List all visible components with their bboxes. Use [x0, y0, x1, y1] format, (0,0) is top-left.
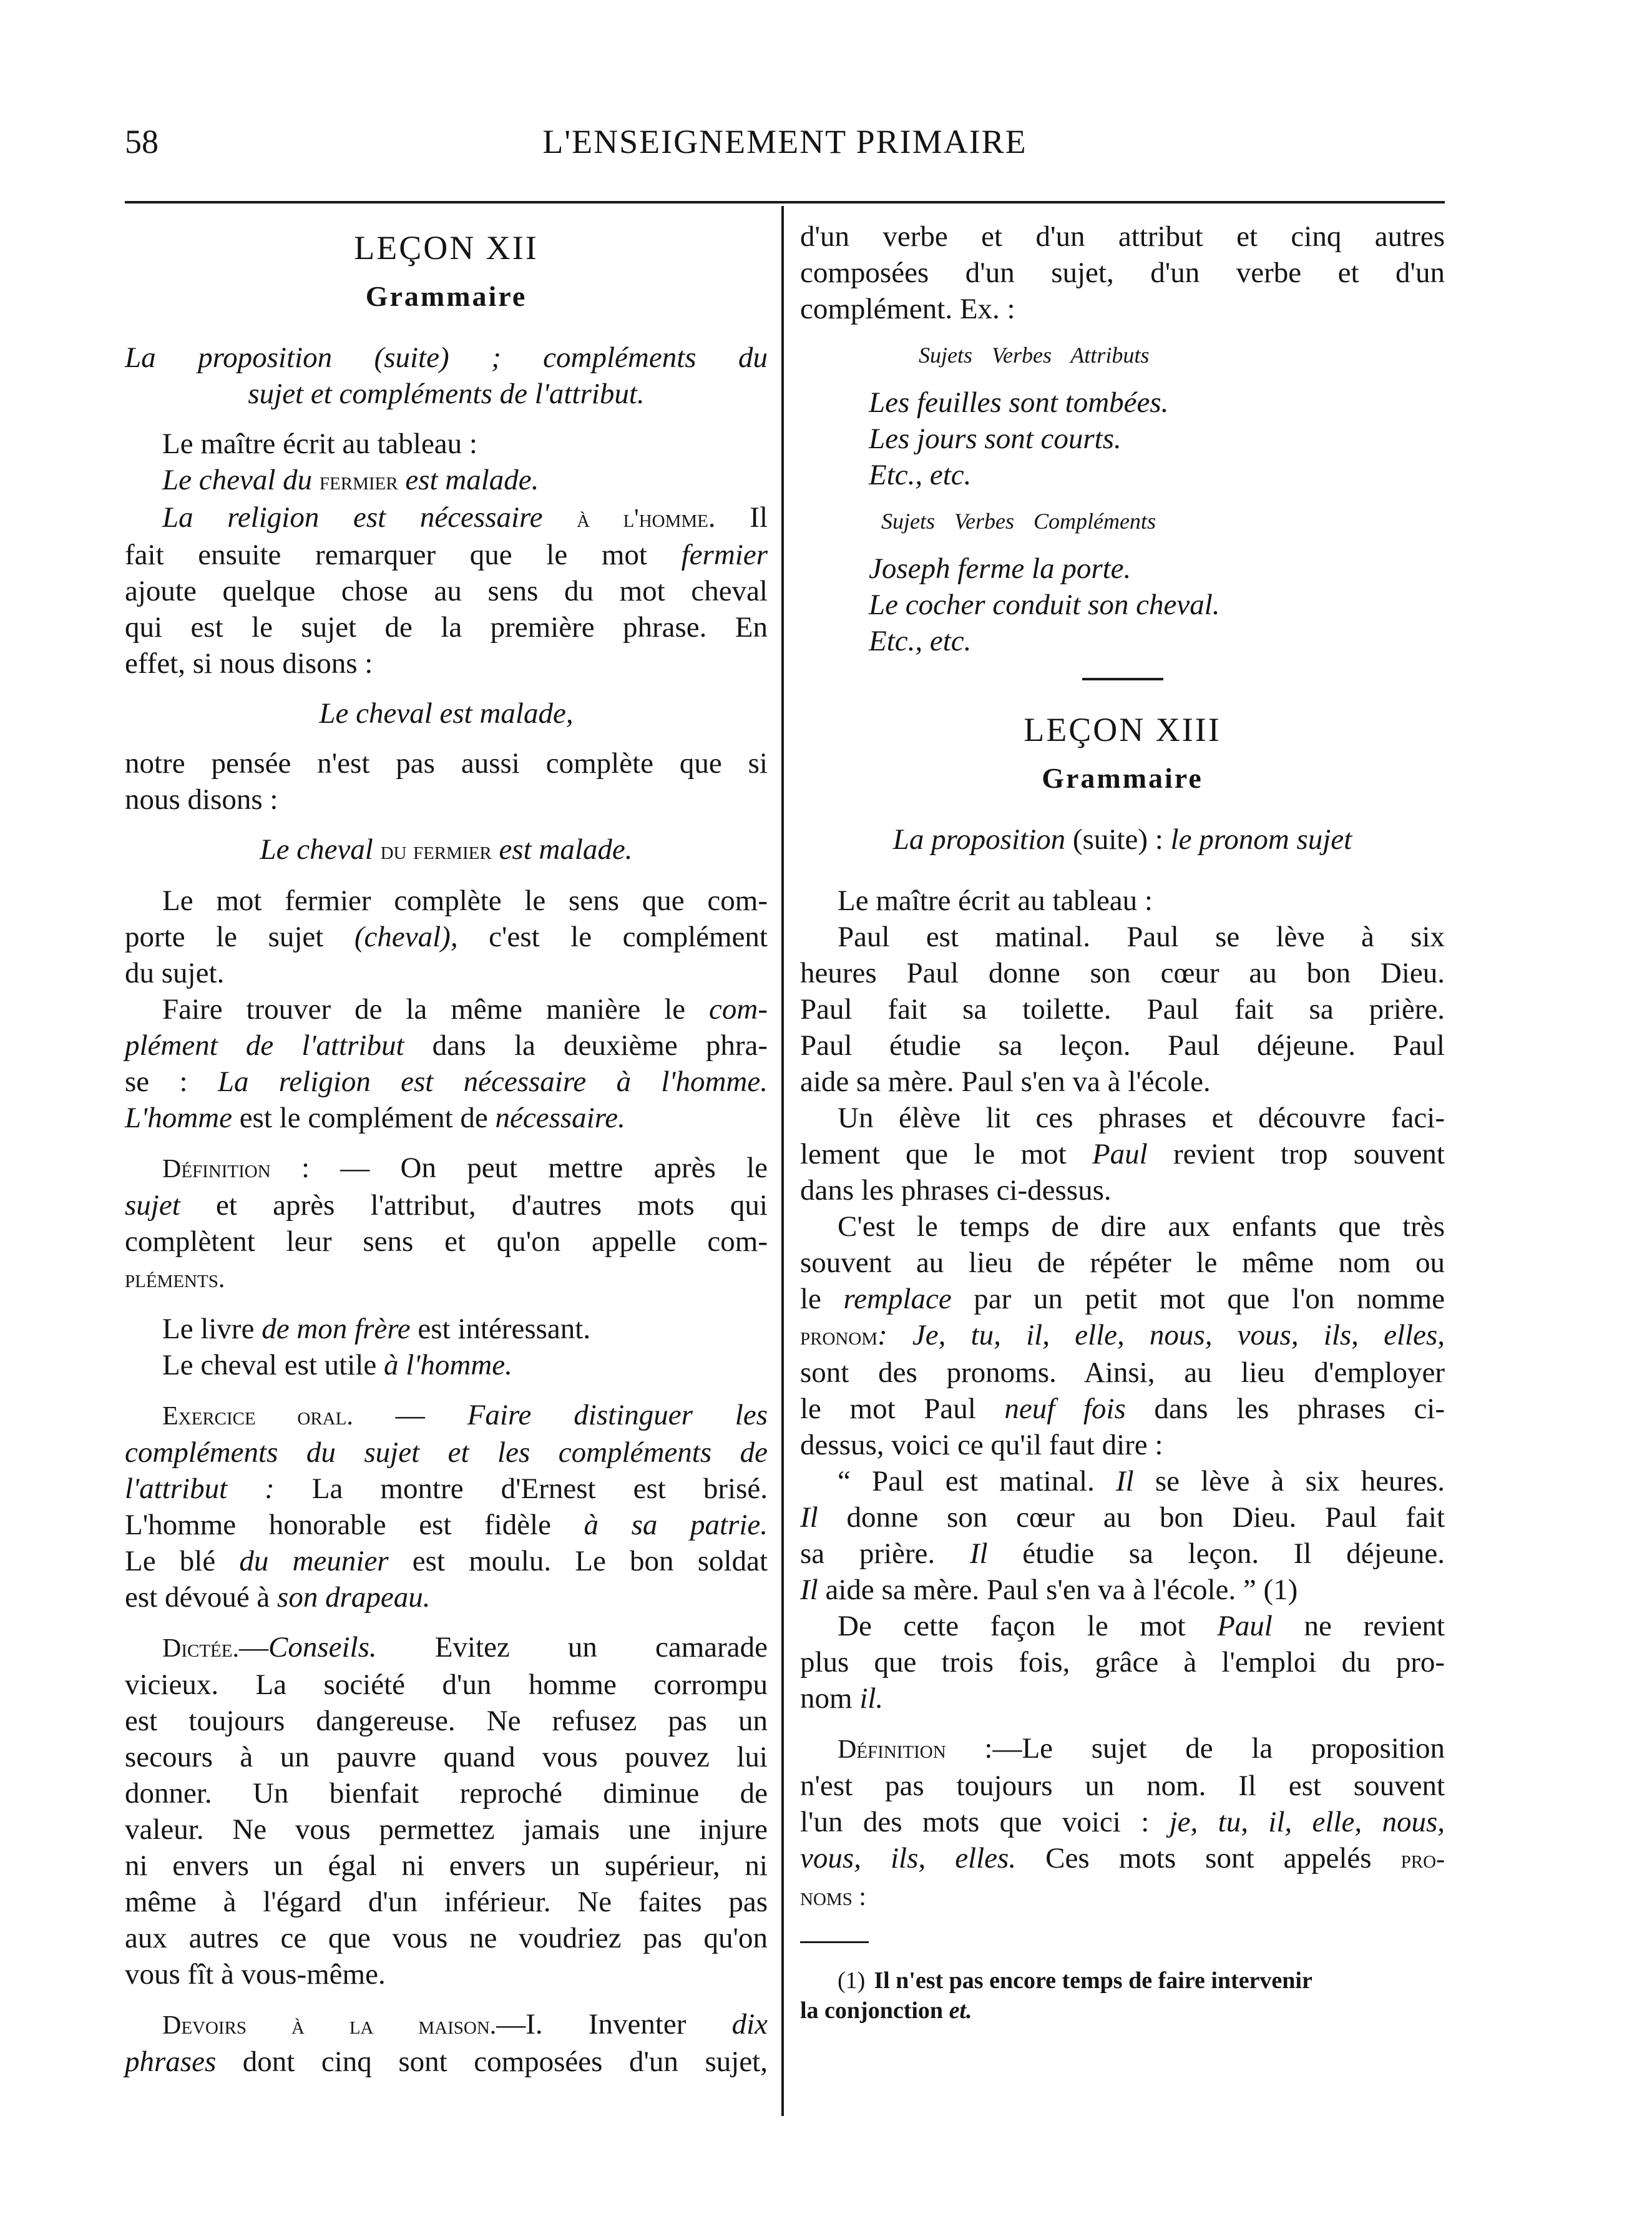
column-headings: Sujets Verbes Attributs [919, 343, 1150, 368]
text-line: fait ensuite remarquer que le mot fermier [125, 539, 768, 571]
text-line: nom il. [800, 1682, 884, 1715]
text-line: “ Paul est matinal. Il se lève à six heures. [838, 1465, 1445, 1497]
text-line: porte le sujet (cheval), c'est le complément [125, 921, 768, 953]
text-line: du sujet. [125, 957, 225, 989]
example-sentence: La religion est nécessaire à l'homme. Il [162, 501, 768, 534]
text-line: Exercice oral. — Faire distinguer les [162, 1399, 768, 1431]
text-line: noms : [800, 1883, 866, 1911]
text-line: Un élève lit ces phrases et découvre faci- [838, 1102, 1445, 1134]
intro-line: Le maître écrit au tableau : [838, 884, 1153, 917]
text-line: Définition :—Le sujet de la proposition [838, 1732, 1445, 1765]
example-sentence: Les jours sont courts. [869, 423, 1122, 455]
text-line: sa prière. Il étudie sa leçon. Il déjeune. [800, 1537, 1445, 1570]
lesson-subject: Grammaire [365, 280, 527, 312]
text-line: Faire trouver de la même manière le com- [162, 993, 768, 1026]
footnote-rule [800, 1941, 869, 1943]
footnote-line: la conjonction et. [800, 1997, 972, 2024]
text-line: aux autres ce que vous ne voudriez pas qu'on [125, 1922, 768, 1954]
text-line: vicieux. La société d'un homme corrompu [125, 1668, 768, 1701]
text-line: Il donne son cœur au bon Dieu. Paul fait [800, 1501, 1445, 1534]
page-header [125, 122, 1445, 179]
text-line: qui est le sujet de la première phrase. En [125, 611, 768, 644]
text-line: se : La religion est nécessaire à l'homme. [125, 1066, 768, 1098]
text-line: d'un verbe et d'un attribut et cinq autres [800, 220, 1445, 253]
text-line: n'est pas toujours un nom. Il est souvent [800, 1770, 1445, 1802]
text-line: valeur. Ne vous permettez jamais une injure [125, 1813, 768, 1846]
text-line: sujet et après l'attribut, d'autres mots qui [125, 1189, 768, 1222]
lesson-subject: Grammaire [1042, 762, 1203, 794]
text-line: souvent au lieu de répéter le même nom ou [800, 1247, 1445, 1279]
example-sentence: Le cocher conduit son cheval. [869, 589, 1220, 621]
text-line: Il aide sa mère. Paul s'en va à l'école. ” (1) [800, 1574, 1298, 1606]
text-line: secours à un pauvre quand vous pouvez lui [125, 1741, 768, 1773]
section-rule [1082, 678, 1163, 680]
text-line: nous disons : [125, 783, 278, 816]
example-sentence: Le cheval est malade, [319, 697, 574, 730]
text-line: est dévoué à son drapeau. [125, 1581, 431, 1614]
text-line: même à l'égard d'un inférieur. Ne faites pas [125, 1886, 768, 1918]
text-line: ni envers un égal ni envers un supérieur, ni [125, 1850, 768, 1882]
column-headings: Sujets Verbes Compléments [881, 509, 1156, 534]
text-line: compléments du sujet et les compléments de [125, 1436, 768, 1469]
text-line: Paul est matinal. Paul se lève à six [838, 921, 1445, 953]
text-line: notre pensée n'est pas aussi complète que si [125, 747, 768, 780]
text-line: Définition : — On peut mettre après le [162, 1152, 768, 1184]
text-line: le mot Paul neuf fois dans les phrases ci- [800, 1393, 1445, 1425]
left-column [125, 218, 768, 2080]
right-column [800, 218, 1445, 2026]
text-line: vous fît à vous-même. [125, 1958, 386, 1991]
text-line: ajoute quelque chose au sens du mot cheval [125, 575, 768, 607]
text-line: l'un des mots que voici : je, tu, il, elle, nous, [800, 1806, 1445, 1838]
running-title: L'ENSEIGNEMENT PRIMAIRE [542, 123, 1027, 160]
text-line: C'est le temps de dire aux enfants que très [838, 1210, 1445, 1243]
text-line: sont des pronoms. Ainsi, au lieu d'employer [800, 1356, 1445, 1389]
text-line: Paul étudie sa leçon. Paul déjeune. Paul [800, 1029, 1445, 1062]
example-sentence: Les feuilles sont tombées. [869, 386, 1169, 419]
example-sentence: Etc., etc. [869, 459, 972, 491]
topic-line: La proposition (suite) ; compléments du [125, 341, 768, 374]
topic-line: La proposition (suite) : le pronom sujet [892, 823, 1352, 856]
text-line: pronom: Je, tu, il, elle, nous, vous, ils, elles, [800, 1319, 1445, 1351]
lesson-title: LEÇON XIII [1024, 711, 1221, 748]
text-line: aide sa mère. Paul s'en va à l'école. [800, 1066, 1211, 1098]
text-line: phrases dont cinq sont composées d'un sujet, [125, 2045, 768, 2078]
text-line: le remplace par un petit mot que l'on nomme [800, 1283, 1445, 1315]
intro-line: Le maître écrit au tableau : [162, 428, 477, 460]
lesson-title: LEÇON XII [354, 229, 539, 267]
text-line: effet, si nous disons : [125, 647, 373, 680]
text-line: heures Paul donne son cœur au bon Dieu. [800, 957, 1445, 989]
text-line: Le blé du meunier est moulu. Le bon soldat [125, 1545, 768, 1577]
header-rule [125, 201, 1445, 203]
text-line: Le mot fermier complète le sens que com- [162, 884, 768, 917]
footnote-line: (1) Il n'est pas encore temps de faire intervenir [838, 1967, 1312, 1994]
example-sentence: Etc., etc. [869, 625, 972, 657]
text-line: plément de l'attribut dans la deuxième phra- [125, 1029, 768, 1062]
example-sentence: Le cheval du fermier est malade. [162, 464, 539, 496]
example-sentence: Le cheval du fermier est malade. [260, 833, 633, 866]
text-line: Paul fait sa toilette. Paul fait sa prière. [800, 993, 1445, 1026]
text-line: vous, ils, elles. Ces mots sont appelés pro- [800, 1842, 1445, 1874]
text-line: composées d'un sujet, d'un verbe et d'un [800, 257, 1445, 289]
text-line: est toujours dangereuse. Ne refusez pas un [125, 1705, 768, 1737]
text-line: pléments. [125, 1265, 225, 1293]
text-line: dessus, voici ce qu'il faut dire : [800, 1429, 1163, 1461]
text-line: complément. Ex. : [800, 293, 1015, 325]
text-line: donner. Un bienfait reproché diminue de [125, 1777, 768, 1810]
text-line: L'homme honorable est fidèle à sa patrie. [125, 1509, 768, 1541]
text-line: L'homme est le complément de nécessaire. [125, 1102, 625, 1134]
text-line: Dictée.—Conseils. Evitez un camarade [162, 1631, 768, 1663]
text-line: complètent leur sens et qu'on appelle com- [125, 1225, 768, 1258]
example-sentence: Le livre de mon frère est intéressant. [162, 1313, 591, 1345]
text-line: dans les phrases ci-dessus. [800, 1174, 1112, 1207]
text-line: plus que trois fois, grâce à l'emploi du pro- [800, 1646, 1445, 1678]
text-line: De cette façon le mot Paul ne revient [838, 1610, 1445, 1642]
text-line: lement que le mot Paul revient trop souvent [800, 1138, 1445, 1170]
footnote [800, 1966, 1445, 2026]
column-divider [781, 206, 784, 2116]
page-number: 58 [125, 123, 159, 160]
text-line: l'attribut : La montre d'Ernest est brisé. [125, 1472, 768, 1505]
example-sentence: Joseph ferme la porte. [869, 552, 1131, 585]
text-line: Devoirs à la maison.—I. Inventer dix [162, 2008, 768, 2041]
topic-line: sujet et compléments de l'attribut. [248, 378, 645, 410]
example-sentence: Le cheval est utile à l'homme. [162, 1349, 512, 1381]
